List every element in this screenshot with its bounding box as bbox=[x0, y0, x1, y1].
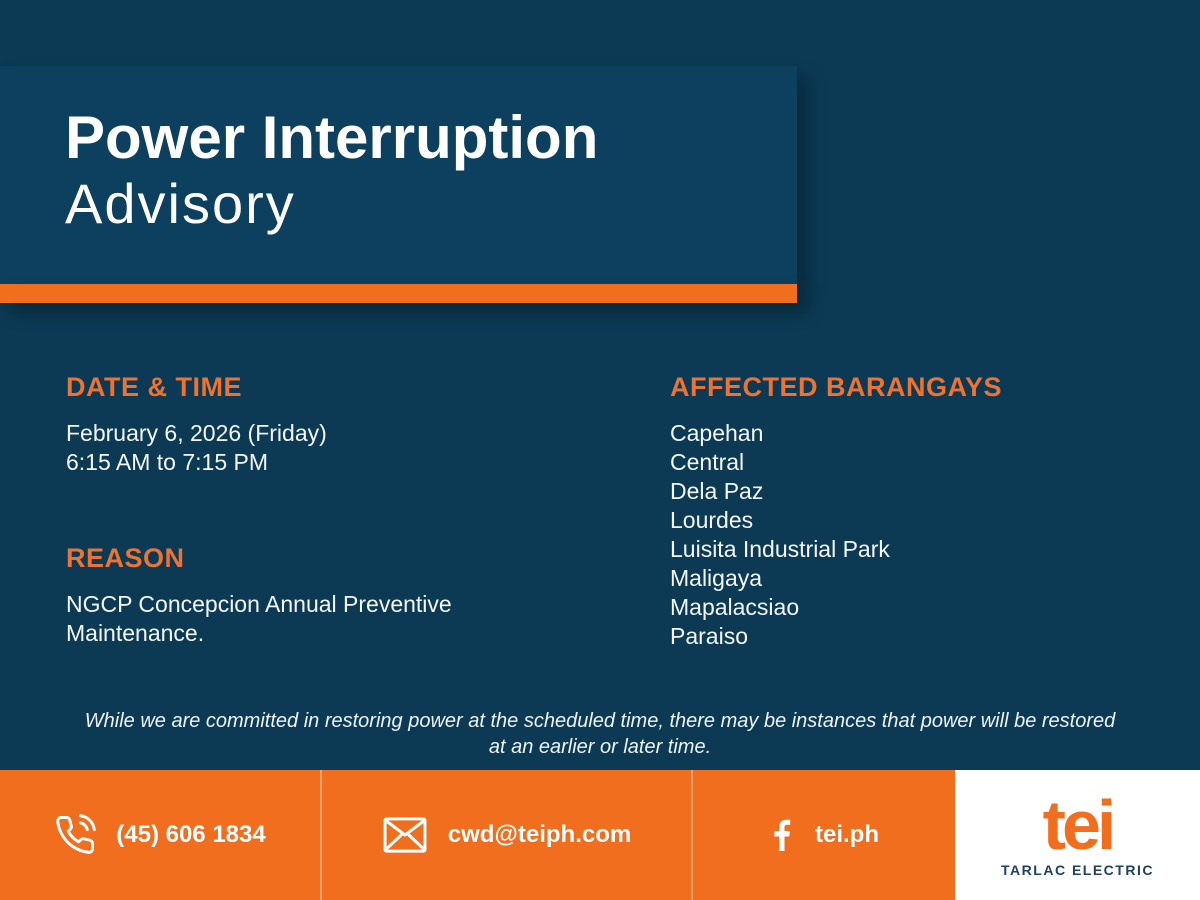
poster-title-line1: Power Interruption bbox=[65, 104, 599, 171]
list-item: Capehan bbox=[670, 420, 764, 446]
tei-logo-name: TARLAC ELECTRIC bbox=[1001, 862, 1154, 879]
reason-text: NGCP Concepcion Annual Preventive Maintenance. bbox=[66, 591, 452, 646]
facebook-f-icon bbox=[769, 819, 795, 851]
phone-call-icon bbox=[54, 814, 96, 856]
logo-panel bbox=[955, 770, 1200, 900]
footer-contact-strip bbox=[0, 770, 955, 900]
poster-title-line2: Advisory bbox=[65, 172, 296, 235]
barangay-list bbox=[670, 419, 1150, 651]
reason-section bbox=[66, 543, 536, 648]
list-item: Mapalacsiao bbox=[670, 594, 800, 620]
orange-accent-bar bbox=[0, 284, 797, 303]
right-column bbox=[670, 372, 1150, 651]
date-time-section bbox=[66, 372, 536, 477]
email-contact[interactable] bbox=[320, 770, 691, 900]
reason-heading: REASON bbox=[66, 543, 185, 573]
tei-logo-wordmark: tei bbox=[1042, 785, 1113, 864]
date-time-heading: DATE & TIME bbox=[66, 372, 242, 402]
affected-barangays-heading: AFFECTED BARANGAYS bbox=[670, 372, 1003, 402]
footer-bar bbox=[0, 770, 1200, 900]
facebook-contact[interactable] bbox=[691, 770, 955, 900]
header-panel bbox=[0, 66, 797, 284]
list-item: Maligaya bbox=[670, 565, 763, 591]
list-item: Paraiso bbox=[670, 623, 748, 649]
list-item: Luisita Industrial Park bbox=[670, 536, 890, 562]
left-column bbox=[66, 372, 536, 648]
disclaimer-text: While we are committed in restoring power at the scheduled time, there may be instances that power will be restored at an earlier or later time. bbox=[84, 710, 1116, 758]
phone-contact[interactable] bbox=[0, 770, 320, 900]
list-item: Central bbox=[670, 449, 745, 475]
email-address: cwd@teiph.com bbox=[447, 821, 632, 848]
envelope-icon bbox=[382, 816, 428, 854]
list-item: Dela Paz bbox=[670, 478, 764, 504]
facebook-handle: tei.ph bbox=[815, 821, 879, 848]
date-line: February 6, 2026 (Friday) bbox=[66, 420, 327, 446]
list-item: Lourdes bbox=[670, 507, 754, 533]
phone-number: (45) 606 1834 bbox=[116, 821, 266, 848]
time-line: 6:15 AM to 7:15 PM bbox=[66, 449, 269, 475]
